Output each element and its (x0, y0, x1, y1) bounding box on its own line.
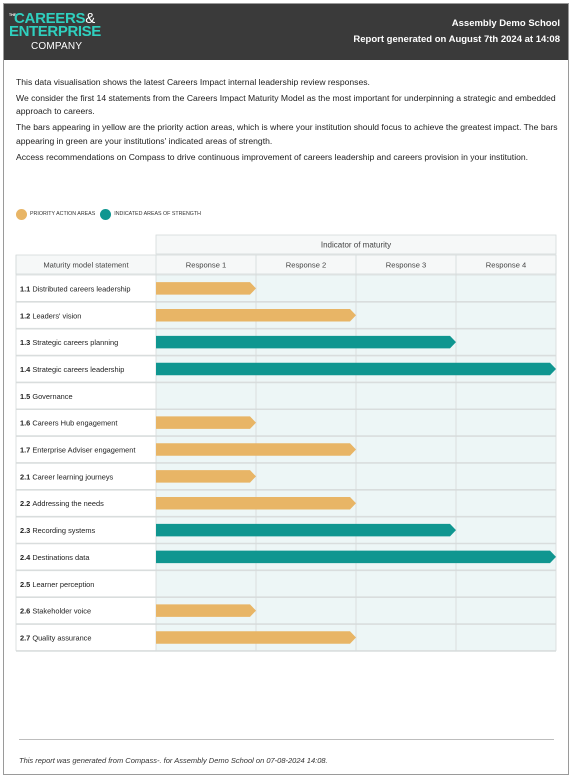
bar-1-7 (156, 443, 356, 456)
row-label (20, 526, 95, 535)
row-code: 2.4 (20, 552, 33, 562)
row-code: 2.6 (20, 606, 33, 616)
bar-1-4 (156, 363, 556, 376)
bar-2-3 (156, 524, 456, 537)
bar-1-2 (156, 309, 356, 322)
column-header-label: Response 2 (285, 260, 327, 270)
bar-2-2 (156, 497, 356, 510)
intro-paragraph: We consider the first 14 statements from the Careers Impact Maturity Model as the most important for underpinning a strategic and embedded approach to careers. (16, 93, 556, 117)
row-label (20, 365, 124, 374)
row-statement: Career learning journeys (32, 472, 114, 482)
footer-divider (19, 739, 554, 740)
row-statement: Leaders' vision (32, 311, 82, 321)
logo-line-1: CAREERS& (14, 10, 95, 27)
row-label (20, 338, 118, 347)
report-footer: This report was generated from Compass-. for Assembly Demo School on 07-08-2024 14:08. (19, 756, 328, 765)
intro-paragraph: Access recommendations on Compass to drive continuous improvement of careers leadership and careers provision in your institution. (16, 151, 529, 162)
row-statement: Strategic careers leadership (32, 364, 125, 374)
row-label (20, 419, 117, 428)
report-page (3, 3, 569, 775)
row-label (20, 607, 91, 616)
row-statement: Distributed careers leadership (32, 284, 131, 294)
row-code: 1.3 (20, 338, 33, 348)
bar-2-1 (156, 470, 256, 483)
row-label (20, 633, 91, 642)
row-code: 1.6 (20, 418, 33, 428)
column-header-label: Response 3 (385, 260, 427, 270)
row-code: 2.5 (20, 579, 33, 589)
column-header-label: Response 4 (485, 260, 527, 270)
row-statement: Quality assurance (32, 633, 92, 643)
row-label (20, 472, 114, 481)
row-label (20, 446, 135, 455)
row-statement: Stakeholder voice (32, 606, 92, 616)
row-statement: Careers Hub engagement (32, 418, 118, 428)
bar-1-1 (156, 282, 256, 295)
row-statement: Strategic careers planning (32, 338, 119, 348)
row-label (20, 553, 90, 562)
row-code: 1.1 (20, 284, 33, 294)
row-statement: Enterprise Adviser engagement (32, 445, 136, 455)
logo-the: THE (9, 13, 16, 17)
row-statement: Destinations data (32, 552, 90, 562)
column-header-label: Response 1 (185, 260, 227, 270)
row-code: 1.2 (20, 311, 33, 321)
bar-2-7 (156, 631, 356, 644)
row-label (20, 284, 131, 293)
school-name: Assembly Demo School (451, 18, 560, 29)
report-timestamp: Report generated on August 7th 2024 at 14:08 (353, 34, 560, 45)
legend-label: INDICATED AREAS OF STRENGTH (114, 211, 201, 217)
row-statement: Addressing the needs (32, 499, 104, 509)
row-label (20, 311, 81, 320)
row-label (20, 499, 104, 508)
row-label (20, 392, 73, 401)
row-statement: Recording systems (32, 526, 96, 536)
row-code: 1.5 (20, 391, 33, 401)
logo-line-3: COMPANY (31, 41, 83, 52)
legend-label: PRIORITY ACTION AREAS (30, 211, 96, 217)
bar-2-4 (156, 551, 556, 564)
bar-1-6 (156, 416, 256, 429)
maturity-chart (4, 4, 568, 734)
logo-line-2: ENTERPRISE (9, 23, 101, 40)
row-label (20, 580, 94, 589)
bar-1-3 (156, 336, 456, 349)
row-header-label: Maturity model statement (43, 260, 129, 270)
row-code: 1.7 (20, 445, 33, 455)
bar-2-6 (156, 604, 256, 617)
super-header-label: Indicator of maturity (320, 240, 392, 250)
row-statement: Governance (32, 391, 73, 401)
intro-paragraph: The bars appearing in yellow are the priority action areas, which is where your institution should focus to achieve the greatest impact. The bars appearing in green are your institutions' indicated areas of strength. (16, 122, 558, 146)
row-code: 2.3 (20, 526, 33, 536)
row-code: 1.4 (20, 364, 33, 374)
intro-paragraph: This data visualisation shows the latest Careers Impact internal leadership review responses. (16, 77, 370, 87)
row-code: 2.2 (20, 499, 33, 509)
row-code: 2.1 (20, 472, 33, 482)
row-statement: Learner perception (32, 579, 95, 589)
row-code: 2.7 (20, 633, 33, 643)
